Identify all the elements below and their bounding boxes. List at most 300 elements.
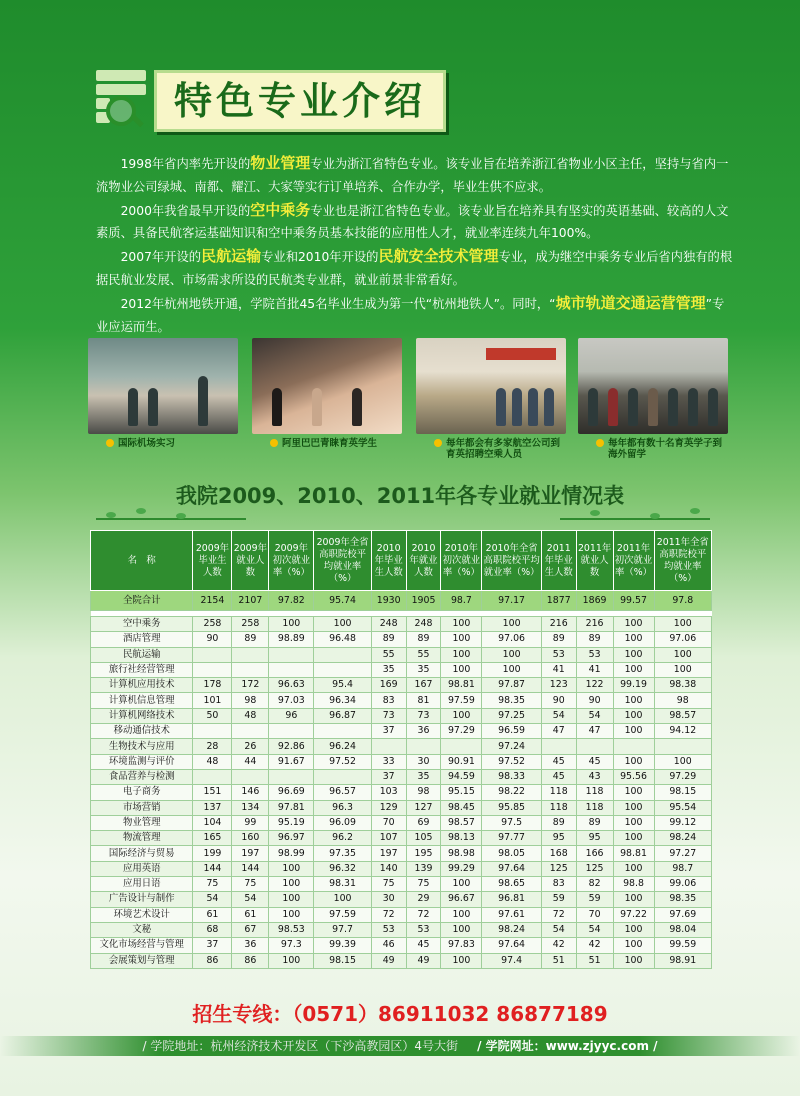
table-row — [91, 662, 712, 677]
table-cell: 98.38 — [654, 678, 711, 693]
table-cell: 100 — [613, 938, 654, 953]
table-cell: 98.81 — [613, 846, 654, 861]
table-row — [91, 892, 712, 907]
major-name-cell: 国际经济与贸易 — [91, 846, 193, 861]
table-cell: 100 — [441, 953, 482, 968]
table-cell: 46 — [371, 938, 406, 953]
table-cell: 100 — [613, 815, 654, 830]
table-cell: 97.35 — [314, 846, 371, 861]
table-cell: 75 — [406, 877, 441, 892]
table-cell — [371, 739, 406, 754]
table-cell: 100 — [613, 953, 654, 968]
table-cell — [193, 662, 232, 677]
table-cell: 83 — [371, 693, 406, 708]
table-cell: 42 — [576, 938, 613, 953]
table-cell: 69 — [406, 815, 441, 830]
table-cell: 89 — [541, 632, 576, 647]
table-cell: 90.91 — [441, 754, 482, 769]
table-cell: 125 — [576, 861, 613, 876]
table-cell: 96.69 — [269, 785, 314, 800]
table-cell: 54 — [576, 708, 613, 723]
table-cell: 167 — [406, 678, 441, 693]
table-row — [91, 632, 712, 647]
table-cell: 67 — [232, 922, 269, 937]
table-cell: 248 — [371, 617, 406, 632]
table-row — [91, 785, 712, 800]
table-cell — [232, 724, 269, 739]
table-cell: 98.7 — [441, 591, 482, 611]
table-cell — [576, 739, 613, 754]
table-cell: 146 — [232, 785, 269, 800]
table-cell: 100 — [269, 877, 314, 892]
table-cell: 54 — [541, 922, 576, 937]
table-cell: 98.31 — [314, 877, 371, 892]
column-header: 2011年全省高职院校平均就业率（%） — [654, 531, 711, 591]
table-cell: 59 — [541, 892, 576, 907]
table-cell: 51 — [541, 953, 576, 968]
table-cell: 1869 — [576, 591, 613, 611]
table-cell: 97.52 — [482, 754, 541, 769]
table-cell: 97.59 — [314, 907, 371, 922]
intro-paragraph: 1998年省内率先开设的物业管理专业为浙江省特色专业。该专业旨在培养浙江省物业小区主任，坚持与省内一流物业公司绿城、南都、耀江、大家等实行订单培养、合作办学，毕业生供不应求。 — [96, 154, 729, 194]
table-cell: 97.83 — [441, 938, 482, 953]
table-row — [91, 754, 712, 769]
table-cell: 97.06 — [482, 632, 541, 647]
footer-website[interactable]: / 学院网址：www.zjyyc.com / — [477, 1039, 658, 1053]
table-cell: 86 — [193, 953, 232, 968]
table-cell: 100 — [654, 754, 711, 769]
major-name-cell: 应用日语 — [91, 877, 193, 892]
table-cell: 99.12 — [654, 815, 711, 830]
table-header-row — [91, 531, 712, 591]
table-cell: 98.81 — [441, 678, 482, 693]
table-cell: 97.7 — [314, 922, 371, 937]
table-cell: 165 — [193, 831, 232, 846]
major-name-cell: 文秘 — [91, 922, 193, 937]
table-cell: 100 — [613, 647, 654, 662]
table-cell — [269, 724, 314, 739]
table-cell: 97.82 — [269, 591, 314, 611]
table-cell: 100 — [441, 647, 482, 662]
table-cell: 97.87 — [482, 678, 541, 693]
table-cell: 95.56 — [613, 769, 654, 784]
table-cell: 53 — [541, 647, 576, 662]
table-cell: 99 — [232, 815, 269, 830]
table-cell: 199 — [193, 846, 232, 861]
table-cell: 94.59 — [441, 769, 482, 784]
table-cell: 89 — [232, 632, 269, 647]
table-cell: 98.22 — [482, 785, 541, 800]
major-name-cell: 会展策划与管理 — [91, 953, 193, 968]
table-cell: 59 — [576, 892, 613, 907]
table-cell: 98 — [232, 693, 269, 708]
table-cell: 98.24 — [654, 831, 711, 846]
table-cell: 53 — [406, 922, 441, 937]
column-header: 2009年就业人数 — [232, 531, 269, 591]
table-cell: 99.29 — [441, 861, 482, 876]
table-cell: 28 — [193, 739, 232, 754]
table-cell: 100 — [613, 724, 654, 739]
table-cell — [232, 647, 269, 662]
table-cell: 35 — [406, 769, 441, 784]
table-cell: 129 — [371, 800, 406, 815]
table-cell: 98.65 — [482, 877, 541, 892]
table-cell: 97.81 — [269, 800, 314, 815]
table-cell: 41 — [576, 662, 613, 677]
table-cell: 97.77 — [482, 831, 541, 846]
table-row — [91, 724, 712, 739]
photo-caption: 国际机场实习 — [118, 438, 176, 449]
column-header: 2011年初次就业率（%） — [613, 531, 654, 591]
table-cell: 139 — [406, 861, 441, 876]
table-cell: 100 — [441, 617, 482, 632]
table-cell: 70 — [576, 907, 613, 922]
table-cell: 100 — [613, 662, 654, 677]
table-row — [91, 693, 712, 708]
photo-caption: 每年都有数十名育英学子到海外留学 — [608, 438, 723, 460]
table-cell: 99.39 — [314, 938, 371, 953]
column-header: 2009年毕业生人数 — [193, 531, 232, 591]
table-cell: 96.3 — [314, 800, 371, 815]
table-cell — [314, 647, 371, 662]
table-cell: 30 — [371, 892, 406, 907]
table-cell: 166 — [576, 846, 613, 861]
table-cell: 99.59 — [654, 938, 711, 953]
table-cell — [193, 724, 232, 739]
table-cell: 96.09 — [314, 815, 371, 830]
table-cell: 96.97 — [269, 831, 314, 846]
table-cell: 29 — [406, 892, 441, 907]
table-cell: 95 — [541, 831, 576, 846]
table-cell: 100 — [613, 617, 654, 632]
table-total-row — [91, 591, 712, 611]
table-cell: 118 — [541, 785, 576, 800]
table-cell: 96.2 — [314, 831, 371, 846]
table-cell: 100 — [441, 907, 482, 922]
admissions-hotline: 招生专线：（0571）86911032 86877189 — [192, 1002, 608, 1026]
table-cell: 100 — [613, 892, 654, 907]
table-cell: 82 — [576, 877, 613, 892]
table-row — [91, 769, 712, 784]
table-row — [91, 815, 712, 830]
photo-airline-recruitment — [416, 338, 566, 434]
table-cell: 36 — [406, 724, 441, 739]
table-cell — [314, 662, 371, 677]
column-header: 2009年全省高职院校平均就业率（%） — [314, 531, 371, 591]
table-cell: 107 — [371, 831, 406, 846]
table-cell: 100 — [613, 861, 654, 876]
table-cell: 97.3 — [269, 938, 314, 953]
table-cell: 105 — [406, 831, 441, 846]
table-cell: 103 — [371, 785, 406, 800]
major-name-cell: 环境监测与评价 — [91, 754, 193, 769]
table-cell — [541, 739, 576, 754]
table-cell: 97.29 — [654, 769, 711, 784]
table-row — [91, 678, 712, 693]
major-name-cell: 计算机应用技术 — [91, 678, 193, 693]
highlight-major: 民航安全技术管理 — [378, 247, 499, 266]
major-name-cell: 空中乘务 — [91, 617, 193, 632]
table-cell: 98.33 — [482, 769, 541, 784]
table-cell: 45 — [541, 769, 576, 784]
table-cell — [654, 739, 711, 754]
table-cell: 98 — [406, 785, 441, 800]
table-cell: 42 — [541, 938, 576, 953]
column-header: 名 称 — [91, 531, 193, 591]
table-cell: 100 — [269, 861, 314, 876]
table-row — [91, 922, 712, 937]
table-cell: 48 — [232, 708, 269, 723]
table-cell: 100 — [613, 632, 654, 647]
table-cell: 73 — [371, 708, 406, 723]
table-cell: 216 — [576, 617, 613, 632]
table-cell: 100 — [482, 617, 541, 632]
table-cell: 81 — [406, 693, 441, 708]
table-cell: 99.57 — [613, 591, 654, 611]
table-cell: 1877 — [541, 591, 576, 611]
table-cell: 72 — [371, 907, 406, 922]
table-cell: 100 — [654, 647, 711, 662]
table-cell: 100 — [613, 693, 654, 708]
table-cell: 100 — [482, 647, 541, 662]
table-cell: 41 — [541, 662, 576, 677]
table-cell: 95.54 — [654, 800, 711, 815]
intro-text — [96, 152, 736, 338]
table-cell: 51 — [576, 953, 613, 968]
table-cell: 37 — [371, 769, 406, 784]
major-name-cell: 全院合计 — [91, 591, 193, 611]
table-cell: 99.06 — [654, 877, 711, 892]
table-cell: 134 — [232, 800, 269, 815]
column-header: 2010年毕业生人数 — [371, 531, 406, 591]
table-cell: 89 — [371, 632, 406, 647]
major-name-cell: 物业管理 — [91, 815, 193, 830]
table-cell: 98.24 — [482, 922, 541, 937]
table-cell: 45 — [541, 754, 576, 769]
highlight-major: 城市轨道交通运营管理 — [555, 293, 706, 312]
table-cell: 100 — [613, 785, 654, 800]
table-cell: 118 — [576, 800, 613, 815]
table-row — [91, 846, 712, 861]
table-cell: 95.74 — [314, 591, 371, 611]
table-cell: 100 — [613, 708, 654, 723]
intro-paragraph: 2000年我省最早开设的空中乘务专业也是浙江省特色专业。该专业旨在培养具有坚实的英语基础、较高的人文素质、具备民航客运基础知识和空中乘务员基本技能的应用性人才，就业率连续九年100%。 — [96, 200, 729, 241]
table-cell: 98.89 — [269, 632, 314, 647]
major-name-cell: 食品营养与检测 — [91, 769, 193, 784]
table-cell: 100 — [314, 892, 371, 907]
table-cell: 98.57 — [654, 708, 711, 723]
major-name-cell: 电子商务 — [91, 785, 193, 800]
highlight-major: 民航运输 — [201, 247, 262, 266]
table-cell — [232, 662, 269, 677]
photo-card — [416, 338, 566, 460]
column-header: 2011年就业人数 — [576, 531, 613, 591]
table-cell: 100 — [482, 662, 541, 677]
table-cell: 97.22 — [613, 907, 654, 922]
column-header: 2010年就业人数 — [406, 531, 441, 591]
table-cell: 100 — [613, 922, 654, 937]
table-cell: 86 — [232, 953, 269, 968]
table-cell: 100 — [441, 922, 482, 937]
table-row — [91, 617, 712, 632]
major-name-cell: 计算机网络技术 — [91, 708, 193, 723]
employment-table — [90, 530, 712, 969]
table-row — [91, 938, 712, 953]
table-cell: 54 — [232, 892, 269, 907]
intro-paragraph: 2012年杭州地铁开通，学院首批45名毕业生成为第一代“杭州地铁人”。同时，“城市轨道交通运营管理”专业应运而生。 — [96, 293, 725, 334]
table-cell: 100 — [269, 892, 314, 907]
table-cell: 96.63 — [269, 678, 314, 693]
table-cell: 97.25 — [482, 708, 541, 723]
table-cell: 96.67 — [441, 892, 482, 907]
table-cell: 98.35 — [654, 892, 711, 907]
table-cell: 216 — [541, 617, 576, 632]
table-cell: 61 — [232, 907, 269, 922]
table-cell: 100 — [441, 708, 482, 723]
table-cell: 96.81 — [482, 892, 541, 907]
table-cell: 97.27 — [654, 846, 711, 861]
table-cell: 101 — [193, 693, 232, 708]
table-cell: 55 — [371, 647, 406, 662]
table-cell: 100 — [613, 754, 654, 769]
table-cell: 258 — [193, 617, 232, 632]
table-cell: 37 — [371, 724, 406, 739]
intro-paragraph: 2007年开设的民航运输专业和2010年开设的民航安全技术管理专业，成为继空中乘务专业后省内独有的根据民航业发展、市场需求所设的民航类专业群，就业前景非常看好。 — [96, 247, 733, 287]
table-cell: 54 — [193, 892, 232, 907]
table-row — [91, 708, 712, 723]
table-cell: 98.15 — [314, 953, 371, 968]
photo-overseas-study — [578, 338, 728, 434]
table-cell: 45 — [406, 938, 441, 953]
major-name-cell: 酒店管理 — [91, 632, 193, 647]
table-cell: 54 — [576, 922, 613, 937]
table-cell: 35 — [406, 662, 441, 677]
table-cell: 90 — [576, 693, 613, 708]
table-cell: 144 — [193, 861, 232, 876]
table-row — [91, 800, 712, 815]
magnifier-icon — [92, 70, 150, 132]
table-cell — [193, 647, 232, 662]
table-cell: 118 — [541, 800, 576, 815]
table-cell: 37 — [193, 938, 232, 953]
table-cell: 178 — [193, 678, 232, 693]
major-name-cell: 文化市场经营与管理 — [91, 938, 193, 953]
photo-card — [252, 338, 402, 449]
table-cell: 1905 — [406, 591, 441, 611]
table-cell: 70 — [371, 815, 406, 830]
table-cell: 97.29 — [441, 724, 482, 739]
column-header: 2010年初次就业率（%） — [441, 531, 482, 591]
table-cell: 96.32 — [314, 861, 371, 876]
table-cell: 97.52 — [314, 754, 371, 769]
major-name-cell: 环境艺术设计 — [91, 907, 193, 922]
major-name-cell: 民航运输 — [91, 647, 193, 662]
table-cell — [406, 739, 441, 754]
table-cell: 36 — [232, 938, 269, 953]
photo-caption: 阿里巴巴青睐育英学生 — [282, 438, 378, 449]
table-cell: 95.85 — [482, 800, 541, 815]
table-cell: 100 — [269, 617, 314, 632]
table-row — [91, 953, 712, 968]
table-cell: 98.91 — [654, 953, 711, 968]
table-cell: 97.59 — [441, 693, 482, 708]
table-cell: 75 — [371, 877, 406, 892]
table-cell: 33 — [371, 754, 406, 769]
table-cell: 97.8 — [654, 591, 711, 611]
table-cell: 97.24 — [482, 739, 541, 754]
table-cell: 100 — [441, 662, 482, 677]
table-cell: 96.48 — [314, 632, 371, 647]
table-cell: 75 — [232, 877, 269, 892]
table-cell — [269, 769, 314, 784]
table-cell: 95 — [576, 831, 613, 846]
major-name-cell: 物流管理 — [91, 831, 193, 846]
table-cell: 160 — [232, 831, 269, 846]
table-cell: 92.86 — [269, 739, 314, 754]
table-cell — [269, 662, 314, 677]
table-cell: 248 — [406, 617, 441, 632]
table-cell: 100 — [314, 617, 371, 632]
vine-decoration-right — [560, 504, 710, 520]
table-cell: 89 — [576, 632, 613, 647]
table-cell: 95.19 — [269, 815, 314, 830]
table-cell: 97.5 — [482, 815, 541, 830]
table-cell: 98.98 — [441, 846, 482, 861]
table-cell: 89 — [406, 632, 441, 647]
table-cell: 100 — [613, 800, 654, 815]
table-cell: 98.8 — [613, 877, 654, 892]
table-cell: 98.99 — [269, 846, 314, 861]
table-cell: 100 — [441, 632, 482, 647]
major-name-cell: 移动通信技术 — [91, 724, 193, 739]
table-cell: 96.57 — [314, 785, 371, 800]
table-cell: 96.24 — [314, 739, 371, 754]
footer-address: / 学院地址：杭州经济技术开发区（下沙高教园区）4号大街 — [142, 1039, 458, 1053]
major-name-cell: 生物技术与应用 — [91, 739, 193, 754]
table-cell — [269, 647, 314, 662]
table-cell: 95.15 — [441, 785, 482, 800]
table-cell: 61 — [193, 907, 232, 922]
table-cell: 97.17 — [482, 591, 541, 611]
highlight-major: 空中乘务 — [250, 200, 311, 219]
column-header: 2011年毕业生人数 — [541, 531, 576, 591]
table-cell: 98.35 — [482, 693, 541, 708]
table-cell: 96.34 — [314, 693, 371, 708]
table-row — [91, 647, 712, 662]
table-cell: 55 — [406, 647, 441, 662]
column-header: 2010年全省高职院校平均就业率（%） — [482, 531, 541, 591]
photo-card — [88, 338, 238, 449]
table-cell: 26 — [232, 739, 269, 754]
major-name-cell: 计算机信息管理 — [91, 693, 193, 708]
table-cell: 95.4 — [314, 678, 371, 693]
table-cell: 90 — [541, 693, 576, 708]
table-cell: 100 — [654, 662, 711, 677]
footer-bar — [0, 1036, 800, 1056]
table-cell: 2107 — [232, 591, 269, 611]
photo-card — [578, 338, 728, 460]
table-cell: 49 — [371, 953, 406, 968]
table-cell: 98.57 — [441, 815, 482, 830]
table-cell: 72 — [406, 907, 441, 922]
table-cell: 100 — [269, 953, 314, 968]
table-cell: 68 — [193, 922, 232, 937]
table-cell: 98.05 — [482, 846, 541, 861]
table-cell: 151 — [193, 785, 232, 800]
section-header — [92, 66, 452, 136]
table-cell: 96.87 — [314, 708, 371, 723]
table-cell: 97.06 — [654, 632, 711, 647]
